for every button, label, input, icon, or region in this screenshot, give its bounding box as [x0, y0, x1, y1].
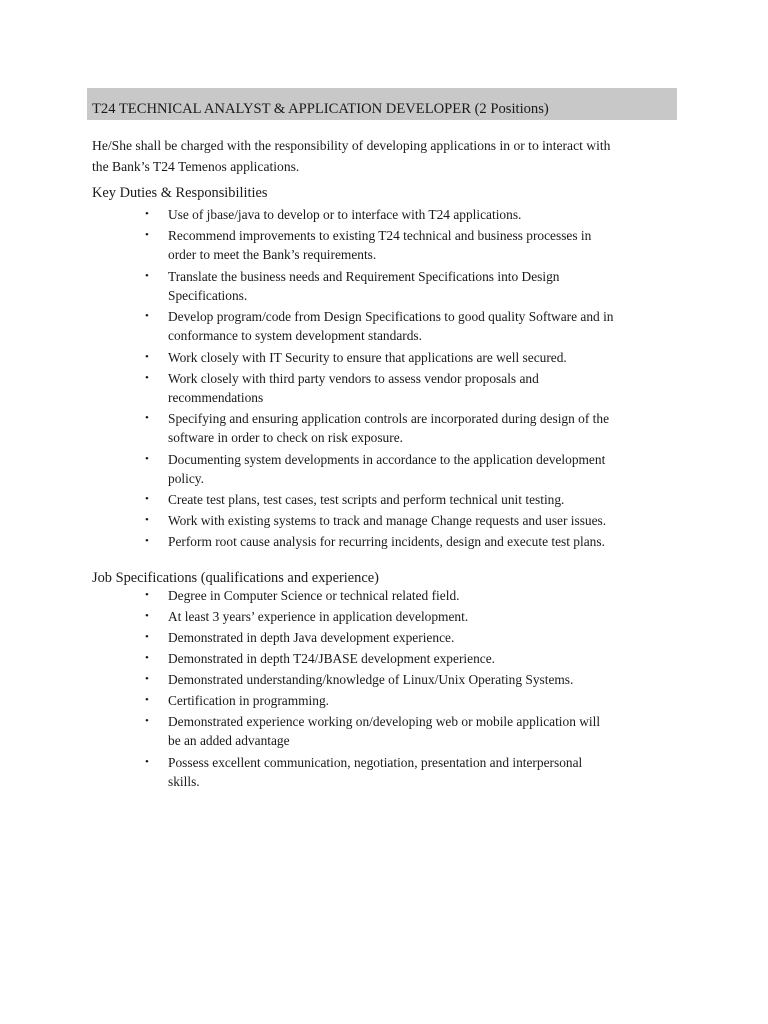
list-item-text	[168, 490, 683, 509]
list-item-line: Demonstrated understanding/knowledge of Linux/Unix Operating Systems.	[168, 672, 574, 687]
bullet-icon: •	[145, 535, 149, 547]
bullet-icon: •	[145, 229, 149, 241]
list-item	[0, 348, 768, 369]
list-item	[0, 628, 768, 649]
list-item-text	[168, 511, 683, 530]
list-item	[0, 226, 768, 267]
list-item-line: conformance to system development standards.	[168, 328, 422, 343]
list-item	[0, 649, 768, 670]
list-item-line: Demonstrated experience working on/developing web or mobile application will	[168, 714, 601, 729]
list-item-line: skills.	[168, 773, 200, 789]
bullet-icon: •	[145, 269, 149, 282]
list-item	[0, 670, 768, 691]
list-item-line: Create test plans, test cases, test scripts and perform technical unit testing.	[168, 492, 565, 507]
bullet-icon: •	[145, 350, 149, 363]
bullet-icon: •	[145, 493, 149, 505]
list-item-line: At least 3 years’ experience in application development.	[168, 609, 469, 624]
list-item-line: recommendations	[168, 389, 264, 405]
list-item-text	[168, 369, 683, 407]
bullet-icon: •	[145, 694, 149, 706]
list-item-text	[168, 586, 683, 605]
intro-line: He/She shall be charged with the responsibility of developing applications in or to interact with	[92, 138, 611, 153]
bullet-icon: •	[145, 412, 149, 424]
list-item-line: be an added advantage	[168, 733, 290, 748]
list-item-line: Develop program/code from Design Specifications to good quality Software and in	[168, 309, 614, 324]
list-item-text	[168, 409, 683, 447]
list-item	[0, 450, 768, 491]
list-item-line: Demonstrated in depth T24/JBASE development experience.	[168, 651, 495, 666]
intro-line: the Bank’s T24 Temenos applications.	[92, 158, 300, 174]
list-item	[0, 753, 768, 794]
bullet-icon: •	[145, 673, 149, 685]
list-item-line: Work with existing systems to track and manage Change requests and user issues.	[168, 513, 607, 528]
bullet-icon: •	[145, 755, 149, 768]
title-bar	[87, 88, 677, 120]
list-item-text	[168, 532, 683, 551]
list-item	[0, 607, 768, 628]
bullet-icon: •	[145, 452, 149, 465]
list-item	[0, 369, 768, 410]
bullet-icon: •	[145, 208, 149, 220]
specs-list	[0, 586, 768, 793]
list-item-line: policy.	[168, 470, 204, 486]
bullet-icon: •	[145, 310, 149, 322]
list-item	[0, 586, 768, 607]
page-title: T24 TECHNICAL ANALYST & APPLICATION DEVELOPER (2 Positions)	[92, 101, 549, 117]
list-item-line: Certification in programming.	[168, 693, 330, 708]
list-item-line: order to meet the Bank’s requirements.	[168, 247, 377, 262]
list-item-text	[168, 205, 683, 224]
list-item-text	[168, 348, 683, 367]
bullet-icon: •	[145, 610, 149, 622]
list-item-text	[168, 649, 683, 668]
list-item	[0, 490, 768, 511]
list-item-line: Work closely with third party vendors to assess vendor proposals and	[168, 370, 539, 386]
list-item	[0, 532, 768, 553]
list-item	[0, 712, 768, 753]
bullet-icon: •	[145, 371, 149, 384]
list-item-line: Demonstrated in depth Java development experience.	[168, 630, 455, 645]
list-item-text	[168, 691, 683, 710]
list-item	[0, 267, 768, 308]
list-item	[0, 307, 768, 348]
list-item-line: Specifications.	[168, 287, 248, 303]
list-item-text	[168, 607, 683, 626]
list-item-text	[168, 628, 683, 647]
list-item-line: Use of jbase/java to develop or to interface with T24 applications.	[168, 207, 522, 222]
specs-heading: Job Specifications (qualifications and experience)	[92, 570, 379, 586]
list-item-text	[168, 712, 683, 750]
bullet-icon: •	[145, 589, 149, 601]
duties-list	[0, 205, 768, 553]
list-item-line: Documenting system developments in accordance to the application development	[168, 451, 606, 467]
list-item-line: Possess excellent communication, negotiation, presentation and interpersonal	[168, 754, 583, 770]
bullet-icon: •	[145, 715, 149, 727]
list-item-line: Degree in Computer Science or technical related field.	[168, 588, 460, 603]
list-item-text	[168, 670, 683, 689]
list-item-text	[168, 753, 683, 791]
list-item	[0, 691, 768, 712]
duties-heading: Key Duties & Responsibilities	[92, 185, 268, 201]
list-item-line: software in order to check on risk exposure.	[168, 430, 404, 445]
list-item-line: Perform root cause analysis for recurring incidents, design and execute test plans.	[168, 534, 605, 549]
bullet-icon: •	[145, 631, 149, 643]
list-item-line: Translate the business needs and Requirement Specifications into Design	[168, 268, 560, 284]
list-item-text	[168, 307, 683, 345]
list-item-line: Work closely with IT Security to ensure that applications are well secured.	[168, 349, 567, 365]
list-item-text	[168, 450, 683, 488]
bullet-icon: •	[145, 514, 149, 526]
list-item	[0, 511, 768, 532]
list-item	[0, 409, 768, 450]
list-item-text	[168, 267, 683, 305]
intro-paragraph	[92, 136, 682, 177]
list-item-line: Recommend improvements to existing T24 technical and business processes in	[168, 228, 592, 243]
list-item-text	[168, 226, 683, 264]
list-item-line: Specifying and ensuring application controls are incorporated during design of the	[168, 411, 610, 426]
bullet-icon: •	[145, 652, 149, 664]
list-item	[0, 205, 768, 226]
